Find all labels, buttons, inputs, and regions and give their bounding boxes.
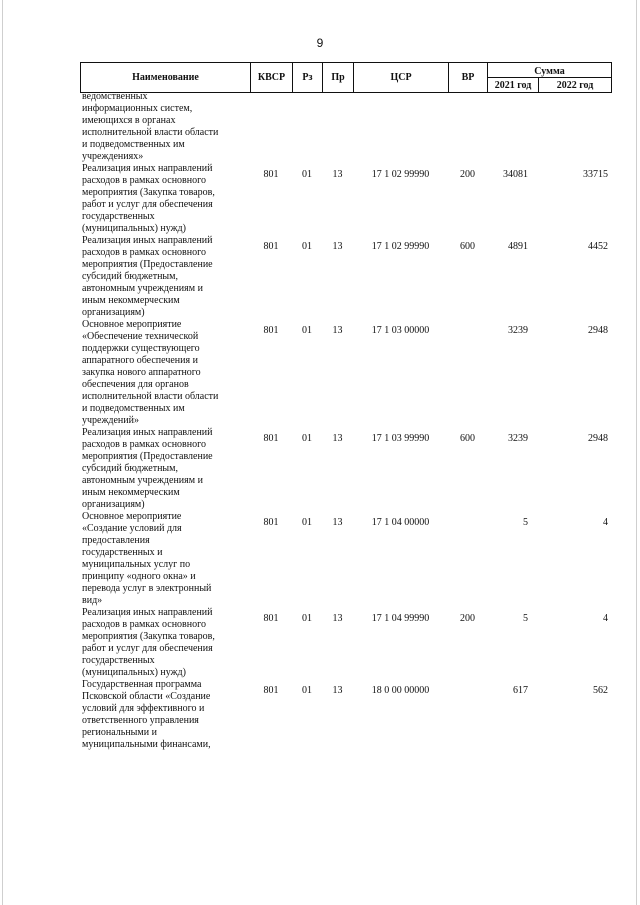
header-vr: ВР bbox=[449, 63, 488, 92]
row-pr: 13 bbox=[332, 613, 343, 624]
row-pr bbox=[322, 91, 353, 163]
row-pr: 13 bbox=[332, 685, 343, 696]
row-sum-2022: 4452 bbox=[588, 241, 608, 252]
row-name: Основное мероприятие «Создание условий для предоставления государственных и муниципальных услуг по принципу «одного окна» и перевода услуг в электронный вид» bbox=[82, 511, 212, 606]
row-vr bbox=[448, 511, 487, 607]
table-row bbox=[80, 511, 612, 607]
row-csr: 17 1 04 00000 bbox=[371, 517, 430, 528]
row-csr bbox=[353, 91, 448, 163]
row-name: Реализация иных направлений расходов в рамках основного мероприятия (Предоставление субсидий бюджетным, автономным учреждениям и иным некоммерческим организациям) bbox=[82, 427, 213, 510]
row-kvsr: 801 bbox=[263, 241, 279, 252]
row-rz: 01 bbox=[302, 517, 312, 528]
row-kvsr: 801 bbox=[263, 433, 279, 444]
table-row bbox=[80, 235, 612, 319]
row-kvsr: 801 bbox=[263, 325, 279, 336]
row-sum-2022: 2948 bbox=[588, 433, 608, 444]
row-pr: 13 bbox=[332, 517, 343, 528]
table-row bbox=[80, 679, 612, 751]
row-sum-2022: 33715 bbox=[583, 169, 608, 180]
row-sum-2021: 3239 bbox=[508, 433, 528, 444]
row-name: Основное мероприятие «Обеспечение технической поддержки существующего аппаратного обеспечения и закупка нового аппаратного обеспечения для органов исполнительной власти области и подведомственных им учреждений» bbox=[82, 319, 219, 426]
row-rz: 01 bbox=[302, 241, 312, 252]
row-pr: 13 bbox=[332, 325, 343, 336]
row-rz: 01 bbox=[302, 433, 312, 444]
row-rz: 01 bbox=[302, 169, 312, 180]
table-body bbox=[80, 91, 612, 751]
row-sum-2021: 34081 bbox=[503, 169, 528, 180]
row-kvsr: 801 bbox=[263, 613, 279, 624]
table-row bbox=[80, 91, 612, 163]
row-csr: 17 1 02 99990 bbox=[371, 169, 430, 180]
row-name: Реализация иных направлений расходов в рамках основного мероприятия (Закупка товаров, работ и услуг для обеспечения государственных (муниципальных) нужд) bbox=[82, 163, 215, 234]
row-sum-2022 bbox=[538, 91, 612, 163]
row-kvsr bbox=[250, 91, 292, 163]
row-kvsr: 801 bbox=[263, 685, 279, 696]
row-name: ведомственных информационных систем, имеющихся в органах исполнительной власти области и подведомственных им учреждениях» bbox=[82, 91, 219, 162]
row-pr: 13 bbox=[332, 169, 343, 180]
row-rz: 01 bbox=[302, 685, 312, 696]
row-kvsr: 801 bbox=[263, 169, 279, 180]
header-name: Наименование bbox=[81, 63, 251, 92]
row-sum-2022: 562 bbox=[593, 685, 608, 696]
row-csr: 17 1 03 00000 bbox=[371, 325, 430, 336]
table-row bbox=[80, 319, 612, 427]
row-sum-2021: 3239 bbox=[508, 325, 528, 336]
row-vr: 200 bbox=[460, 169, 475, 180]
row-vr bbox=[448, 319, 487, 427]
row-sum-2021: 617 bbox=[513, 685, 528, 696]
row-sum-2022: 4 bbox=[603, 517, 608, 528]
row-csr: 18 0 00 00000 bbox=[371, 685, 430, 696]
table-row bbox=[80, 163, 612, 235]
row-sum-2021: 4891 bbox=[508, 241, 528, 252]
row-pr: 13 bbox=[332, 433, 343, 444]
row-rz: 01 bbox=[302, 613, 312, 624]
row-kvsr: 801 bbox=[263, 517, 279, 528]
table-row bbox=[80, 607, 612, 679]
header-rz: Рз bbox=[293, 63, 323, 92]
table-header bbox=[80, 62, 612, 93]
row-name: Реализация иных направлений расходов в рамках основного мероприятия (Предоставление субсидий бюджетным, автономным учреждениям и иным некоммерческим организациям) bbox=[82, 235, 213, 318]
header-kvsr: КВСР bbox=[251, 63, 293, 92]
row-sum-2021: 5 bbox=[523, 613, 528, 624]
row-sum-2021 bbox=[487, 91, 538, 163]
row-vr: 600 bbox=[460, 433, 475, 444]
row-sum-2021: 5 bbox=[523, 517, 528, 528]
row-csr: 17 1 02 99990 bbox=[371, 241, 430, 252]
table-row bbox=[80, 427, 612, 511]
row-sum-2022: 4 bbox=[603, 613, 608, 624]
row-rz bbox=[292, 91, 322, 163]
row-pr: 13 bbox=[332, 241, 343, 252]
page-number: 9 bbox=[316, 36, 324, 50]
row-name: Государственная программа Псковской области «Создание условий для эффективного и ответственного управления региональными и муниципальными финансами, bbox=[82, 679, 211, 750]
row-vr: 600 bbox=[460, 241, 475, 252]
header-year-2021: 2021 год bbox=[488, 78, 539, 92]
header-csr: ЦСР bbox=[354, 63, 449, 92]
row-rz: 01 bbox=[302, 325, 312, 336]
header-year-2022: 2022 год bbox=[556, 79, 594, 91]
header-sum: Сумма bbox=[488, 63, 611, 78]
scan-edge-right bbox=[636, 0, 637, 905]
row-vr: 200 bbox=[460, 613, 475, 624]
header-pr: Пр bbox=[323, 63, 354, 92]
row-sum-2022: 2948 bbox=[588, 325, 608, 336]
row-name: Реализация иных направлений расходов в рамках основного мероприятия (Закупка товаров, работ и услуг для обеспечения государственных (муниципальных) нужд) bbox=[82, 607, 215, 678]
scan-edge-left bbox=[2, 0, 3, 905]
row-vr bbox=[448, 91, 487, 163]
row-vr bbox=[448, 679, 487, 751]
row-csr: 17 1 03 99990 bbox=[371, 433, 430, 444]
row-csr: 17 1 04 99990 bbox=[371, 613, 430, 624]
